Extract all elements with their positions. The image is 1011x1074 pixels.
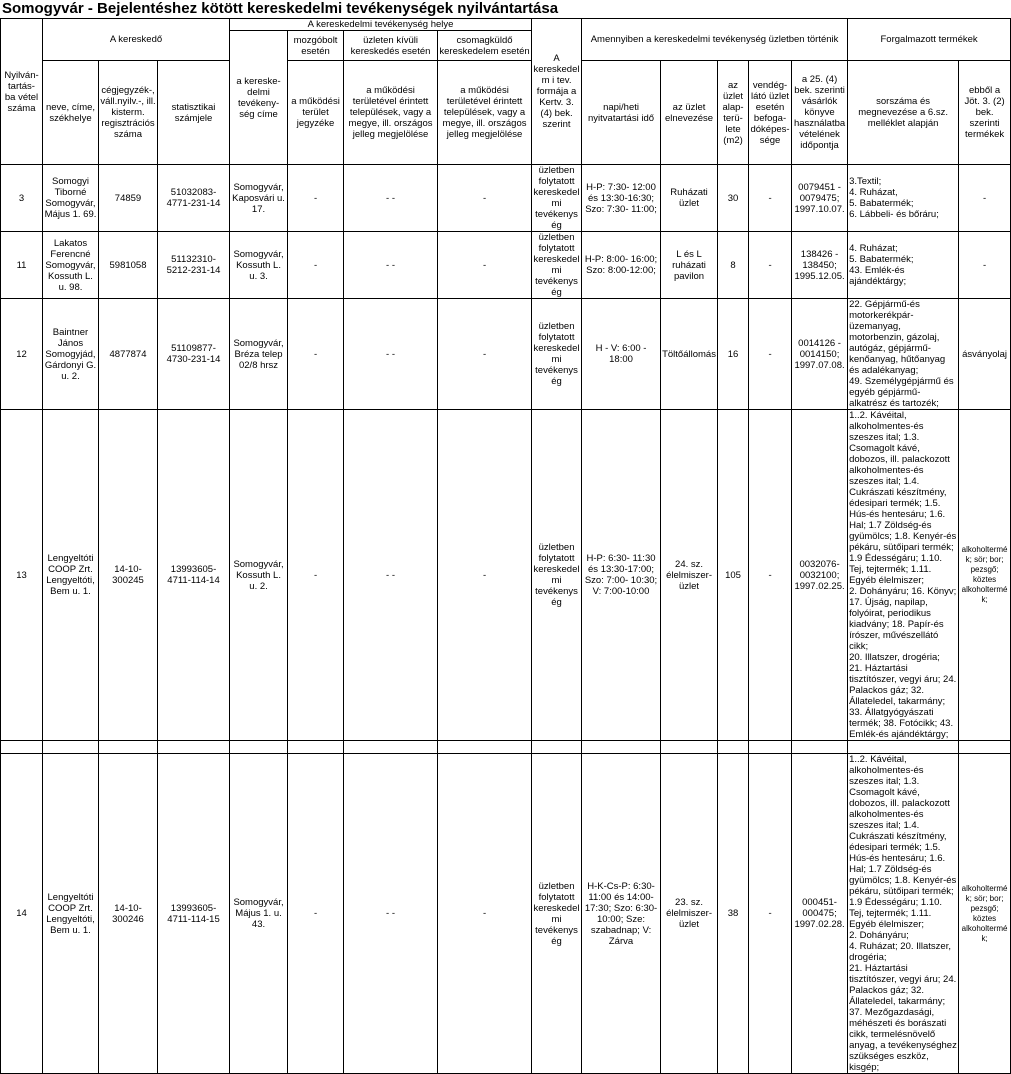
header-trade-form: A kereskedelm i tev. formája a Kertv. 3. (4) bek. szerint	[532, 19, 582, 165]
cell-company: 14-10- 300246	[99, 754, 158, 1074]
cell-hours: H-K-Cs-P: 6:30-11:00 és 14:00-17:30; Szo: 6:30- 10:00; Sze: szabadnap; V: Zárva	[582, 754, 661, 1074]
cell-stat: 13993605- 4711-114-15	[158, 754, 230, 1074]
cell-area: 16	[718, 299, 749, 410]
header-mail-group: csomagküldő kereskedelem esetén	[438, 31, 532, 61]
cell-trader: Somogyi Tiborné Somogyvár, Május 1. 69.	[43, 165, 99, 232]
cell-address: Somogyvár, Kossuth L. u. 2.	[230, 410, 288, 741]
cell-stat: 51032083- 4771-231-14	[158, 165, 230, 232]
cell-area: 30	[718, 165, 749, 232]
table-gap	[1, 741, 1011, 754]
cell-capacity: -	[749, 754, 792, 1074]
cell-trader: Lakatos Ferencné Somogyvár, Kossuth L. u. 98.	[43, 232, 99, 299]
cell-form: üzletben folytatott kereskedelmi tevékenység	[532, 754, 582, 1074]
cell-book: 000451- 000475; 1997.02.28.	[792, 754, 848, 1074]
cell-area: 8	[718, 232, 749, 299]
cell-stat: 51132310- 5212-231-14	[158, 232, 230, 299]
cell-jot: -	[959, 165, 1011, 232]
cell-products: 3.Textil; 4. Ruházat, 5. Babatermék; 6. Lábbeli- és bőráru;	[848, 165, 959, 232]
cell-outside: - -	[344, 299, 438, 410]
header-trader-name: neve, címe, székhelye	[43, 61, 99, 165]
cell-mobile: -	[288, 165, 344, 232]
cell-address: Somogyvár, Május 1. u. 43.	[230, 754, 288, 1074]
cell-trader: Lengyeltóti COOP Zrt. Lengyeltóti, Bem u. 1.	[43, 410, 99, 741]
cell-address: Somogyvár, Bréza telep 02/8 hrsz	[230, 299, 288, 410]
cell-num: 3	[1, 165, 43, 232]
cell-products: 4. Ruházat; 5. Babatermék; 43. Emlék-és ajándéktárgy;	[848, 232, 959, 299]
cell-hours: H-P: 7:30- 12:00 és 13:30-16:30; Szo: 7:30- 11:00;	[582, 165, 661, 232]
cell-capacity: -	[749, 410, 792, 741]
table-row	[1, 232, 1011, 299]
header-capacity: vendég- látó üzlet esetén befoga- dóképes- sége	[749, 61, 792, 165]
cell-store: Töltőállomás	[661, 299, 718, 410]
cell-mail: -	[438, 165, 532, 232]
table-row	[1, 410, 1011, 741]
cell-mail: -	[438, 299, 532, 410]
cell-products: 1..2. Kávéital, alkoholmentes-és szeszes ital; 1.3. Csomagolt kávé, dobozos, ill. palackozott alkoholmentes-és szeszes ital; 1.4. Cukrászati készítmény, édesipari termék; 1.5. Hús-és hentesáru; 1.6. Hal; 1.7 Zöldség-és gyümölcs; 1.8. Kenyér-és pékáru, sütőipari termék; 1.9 Édességáru; 1.10. Tej, tejtermék; 1.11. Egyéb élelmiszer; 2. Dohányáru; 4. Ruházat; 20. Illatszer, drogéria; 21. Háztartási tisztítószer, vegyi áru; 24. Palackos gáz; 32. Állateledel, takarmány; 37. Mezőgazdasági, méhészeti és borászati cikk, termelésnövelő anyag, a tevékenységhez szükséges eszköz, kisgép;	[849, 754, 957, 1073]
cell-trader: Baintner János Somogyjád, Gárdonyi G. u. 2.	[43, 299, 99, 410]
cell-num: 12	[1, 299, 43, 410]
cell-outside: - -	[344, 410, 438, 741]
cell-hours: H-P: 8:00- 16:00; Szo: 8:00-12:00;	[582, 232, 661, 299]
cell-num: 13	[1, 410, 43, 741]
cell-company: 5981058	[99, 232, 158, 299]
cell-capacity: -	[749, 299, 792, 410]
header-stat-number: statisztikai számjele	[158, 61, 230, 165]
header-company-reg: cégjegyzék-, váll.nyilv.-, ill. kisterm. regisztrációs száma	[99, 61, 158, 165]
cell-stat: 13993605- 4711-114-14	[158, 410, 230, 741]
table-row	[1, 299, 1011, 410]
cell-mobile: -	[288, 299, 344, 410]
header-opening-hours: napi/heti nyitvatartási idő	[582, 61, 661, 165]
header-mail-area: a működési területével érintett települések, vagy a megye, ill. országos jelleg megjelölése	[438, 61, 532, 165]
cell-jot: alkoholtermék; sör; bor; pezsgő; köztes alkoholtermék;	[959, 754, 1011, 1074]
cell-outside: - -	[344, 232, 438, 299]
header-products-jot: ebből a Jöt. 3. (2) bek. szerinti termékek	[959, 61, 1011, 165]
register-body	[1, 165, 1011, 1074]
cell-area: 38	[718, 754, 749, 1074]
cell-hours: H-P: 6:30- 11:30 és 13:30-17:00; Szo: 7:00- 10:30; V: 7:00-10:00	[582, 410, 661, 741]
cell-book: 0014126 - 0014150; 1997.07.08.	[792, 299, 848, 410]
cell-stat: 51109877- 4730-231-14	[158, 299, 230, 410]
cell-outside: - -	[344, 754, 438, 1074]
page-title: Somogyvár - Bejelentéshez kötött kereskedelmi tevékenységek nyilvántartása	[2, 0, 559, 17]
cell-store: 23. sz. élelmiszer- üzlet	[661, 754, 718, 1074]
cell-jot: -	[959, 232, 1011, 299]
cell-book: 0079451 - 0079475; 1997.10.07.	[792, 165, 848, 232]
cell-book: 0032076- 0032100; 1997.02.25.	[792, 410, 848, 741]
header-outside-group: üzleten kívüli kereskedés esetén	[344, 31, 438, 61]
cell-form: üzletben folytatott kereskedelmi tevékenység	[532, 165, 582, 232]
cell-products: 22. Gépjármű-és motorkerékpár-üzemanyag, motorbenzin, gázolaj, autógáz, gépjármű-kenőanyag, hűtőanyag és adalékanyag; 49. Személygépjármű és egyéb gépjármű-alkatrész és tartozék;	[848, 299, 959, 410]
cell-mobile: -	[288, 232, 344, 299]
cell-hours: H - V: 6:00 - 18:00	[582, 299, 661, 410]
cell-jot: alkoholtermék; sör; bor; pezsgő; köztes alkoholtermék;	[959, 410, 1011, 741]
header-site-address: a kereske- delmi tevékeny- ség címe	[230, 31, 288, 165]
cell-mail: -	[438, 232, 532, 299]
header-store-name: az üzlet elnevezése	[661, 61, 718, 165]
header-outside-area: a működési területével érintett települések, vagy a megye, ill. országos jelleg megjelölése	[344, 61, 438, 165]
cell-form: üzletben folytatott kereskedelmi tevékenység	[532, 232, 582, 299]
cell-mail: -	[438, 410, 532, 741]
cell-mobile: -	[288, 410, 344, 741]
header-products-list: sorszáma és megnevezése a 6.sz. melléklet alapján	[848, 61, 959, 165]
header-store-group: Amennyiben a kereskedelmi tevékenység üzletben történik	[582, 19, 848, 61]
cell-address: Somogyvár, Kossuth L. u. 3.	[230, 232, 288, 299]
cell-products: 1..2. Kávéital, alkoholmentes-és szeszes ital; 1.3. Csomagolt kávé, dobozos, ill. palackozott alkoholmentes-és szeszes ital; 1.4. Cukrászati készítmény, édesipari termék; 1.5. Hús-és hentesáru; 1.6. Hal; 1.7 Zöldség-és gyümölcs; 1.8. Kenyér-és pékáru, sütőipari termék; 1.9 Édességáru; 1.10. Tej, tejtermék; 1.11. Egyéb élelmiszer; 2. Dohányáru; 16. Könyv; 17. Újság, napilap, folyóirat, periodikus kiadvány; 18. Papír-és írószer, művészellátó cikk; 20. Illatszer, drogéria; 21. Háztartási tisztítószer, vegyi áru; 24. Palackos gáz; 32. Állateledel, takarmány; 33. Állatgyógyászati termék; 38. Fotócikk; 43. Emlék-és ajándéktárgy;	[848, 410, 959, 741]
header-floor-area: az üzlet alap- terü- lete (m2)	[718, 61, 749, 165]
cell-book: 138426 - 138450; 1995.12.05.	[792, 232, 848, 299]
cell-form: üzletben folytatott kereskedelmi tevékenység	[532, 410, 582, 741]
cell-mobile: -	[288, 754, 344, 1074]
header-mobile-group: mozgóbolt esetén	[288, 31, 344, 61]
header-reg-number: Nyilván- tartás- ba vétel száma	[1, 19, 43, 165]
cell-capacity: -	[749, 165, 792, 232]
header-trader-group: A kereskedő	[43, 19, 230, 61]
cell-num: 11	[1, 232, 43, 299]
header-activity-place: A kereskedelmi tevékenység helye	[230, 19, 532, 31]
cell-address: Somogyvár, Kaposvári u. 17.	[230, 165, 288, 232]
cell-outside: - -	[344, 165, 438, 232]
cell-trader: Lengyeltóti COOP Zrt. Lengyeltóti, Bem u. 1.	[43, 754, 99, 1074]
header-products-group: Forgalmazott termékek	[848, 19, 1011, 61]
cell-num: 14	[1, 754, 43, 1074]
cell-area: 105	[718, 410, 749, 741]
cell-store: Ruházati üzlet	[661, 165, 718, 232]
register-table	[0, 18, 1011, 1074]
table-row	[1, 165, 1011, 232]
cell-company: 14-10- 300245	[99, 410, 158, 741]
header-mobile-area: a működési terület jegyzéke	[288, 61, 344, 165]
cell-capacity: -	[749, 232, 792, 299]
cell-company: 74859	[99, 165, 158, 232]
cell-store: L és L ruházati pavilon	[661, 232, 718, 299]
table-row	[1, 754, 1011, 1074]
header-consumer-book: a 25. (4) bek. szerinti vásárlók könyve használatba vételének időpontja	[792, 61, 848, 165]
cell-store: 24. sz. élelmiszer- üzlet	[661, 410, 718, 741]
cell-company: 4877874	[99, 299, 158, 410]
cell-form: üzletben folytatott kereskedelmi tevékenység	[532, 299, 582, 410]
cell-mail: -	[438, 754, 532, 1074]
cell-jot: ásványolaj	[959, 299, 1011, 410]
